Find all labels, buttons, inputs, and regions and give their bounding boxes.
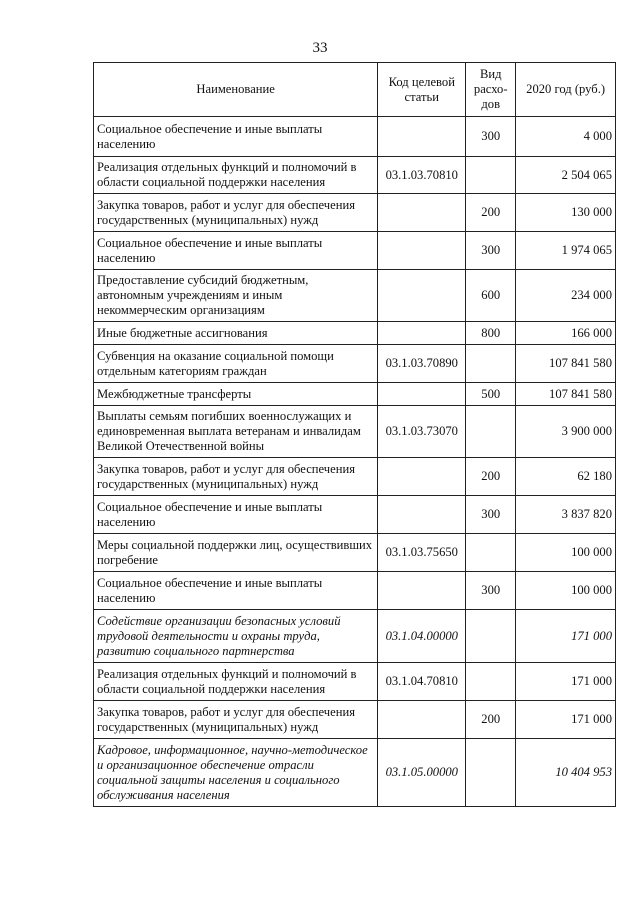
row-sum-cell: 3 837 820 <box>516 496 616 534</box>
row-name-cell: Кадровое, информационное, научно-методическое и организационное обеспечение отрасли социальной защиты населения и социального обслуживания населения <box>94 739 378 807</box>
row-sum-cell: 107 841 580 <box>516 383 616 406</box>
row-type-cell: 300 <box>466 496 516 534</box>
row-sum-cell: 10 404 953 <box>516 739 616 807</box>
row-sum-cell: 4 000 <box>516 117 616 157</box>
row-type-cell: 600 <box>466 270 516 322</box>
row-type-cell: 200 <box>466 701 516 739</box>
row-sum-cell: 1 974 065 <box>516 232 616 270</box>
row-type-cell <box>466 610 516 663</box>
row-type-cell <box>466 157 516 194</box>
table-row <box>94 496 616 534</box>
row-sum-cell: 107 841 580 <box>516 345 616 383</box>
row-sum-cell: 234 000 <box>516 270 616 322</box>
row-sum-cell: 100 000 <box>516 534 616 572</box>
table-row <box>94 572 616 610</box>
row-code-cell <box>378 232 466 270</box>
budget-table <box>93 62 616 807</box>
row-name-cell: Содействие организации безопасных условий трудовой деятельности и охраны труда, развитию социального партнерства <box>94 610 378 663</box>
table-body <box>94 117 616 807</box>
table-row <box>94 117 616 157</box>
row-sum-cell: 130 000 <box>516 194 616 232</box>
table-row <box>94 663 616 701</box>
table-row <box>94 232 616 270</box>
row-type-cell <box>466 406 516 458</box>
table-row <box>94 270 616 322</box>
row-sum-cell: 166 000 <box>516 322 616 345</box>
header-sum: 2020 год (руб.) <box>516 63 616 117</box>
row-code-cell <box>378 194 466 232</box>
row-code-cell: 03.1.03.73070 <box>378 406 466 458</box>
table-row <box>94 345 616 383</box>
row-name-cell: Меры социальной поддержки лиц, осуществивших погребение <box>94 534 378 572</box>
row-name-cell: Реализация отдельных функций и полномочий в области социальной поддержки населения <box>94 663 378 701</box>
row-name-cell: Социальное обеспечение и иные выплаты населению <box>94 232 378 270</box>
row-type-cell: 500 <box>466 383 516 406</box>
row-type-cell: 300 <box>466 117 516 157</box>
row-name-cell: Закупка товаров, работ и услуг для обеспечения государственных (муниципальных) нужд <box>94 194 378 232</box>
table-row <box>94 322 616 345</box>
page-number: 33 <box>312 40 328 56</box>
row-name-cell: Предоставление субсидий бюджетным, автономным учреждениям и иным некоммерческим организациям <box>94 270 378 322</box>
row-code-cell <box>378 458 466 496</box>
row-sum-cell: 3 900 000 <box>516 406 616 458</box>
row-code-cell <box>378 383 466 406</box>
row-name-cell: Иные бюджетные ассигнования <box>94 322 378 345</box>
row-name-cell: Закупка товаров, работ и услуг для обеспечения государственных (муниципальных) нужд <box>94 458 378 496</box>
row-name-cell: Субвенция на оказание социальной помощи отдельным категориям граждан <box>94 345 378 383</box>
row-code-cell <box>378 117 466 157</box>
table-row <box>94 701 616 739</box>
row-name-cell: Социальное обеспечение и иные выплаты населению <box>94 496 378 534</box>
row-code-cell <box>378 572 466 610</box>
row-name-cell: Выплаты семьям погибших военнослужащих и единовременная выплата ветеранам и инвалидам Великой Отечественной войны <box>94 406 378 458</box>
table-header-row <box>94 63 616 117</box>
row-code-cell <box>378 496 466 534</box>
table-row <box>94 610 616 663</box>
row-code-cell <box>378 270 466 322</box>
row-type-cell: 200 <box>466 458 516 496</box>
table-row <box>94 157 616 194</box>
row-name-cell: Межбюджетные трансферты <box>94 383 378 406</box>
row-sum-cell: 171 000 <box>516 701 616 739</box>
table-row <box>94 534 616 572</box>
row-type-cell: 200 <box>466 194 516 232</box>
row-type-cell <box>466 663 516 701</box>
row-sum-cell: 171 000 <box>516 663 616 701</box>
row-name-cell: Закупка товаров, работ и услуг для обеспечения государственных (муниципальных) нужд <box>94 701 378 739</box>
row-code-cell: 03.1.05.00000 <box>378 739 466 807</box>
table-row <box>94 194 616 232</box>
row-code-cell <box>378 701 466 739</box>
row-sum-cell: 171 000 <box>516 610 616 663</box>
table-row <box>94 383 616 406</box>
row-sum-cell: 62 180 <box>516 458 616 496</box>
row-type-cell: 800 <box>466 322 516 345</box>
row-code-cell: 03.1.04.00000 <box>378 610 466 663</box>
row-type-cell <box>466 534 516 572</box>
row-name-cell: Социальное обеспечение и иные выплаты населению <box>94 572 378 610</box>
table-row <box>94 406 616 458</box>
header-name: Наименование <box>94 63 378 117</box>
row-type-cell <box>466 345 516 383</box>
row-code-cell: 03.1.03.70890 <box>378 345 466 383</box>
row-code-cell <box>378 322 466 345</box>
table-row <box>94 739 616 807</box>
row-name-cell: Реализация отдельных функций и полномочий в области социальной поддержки населения <box>94 157 378 194</box>
table-row <box>94 458 616 496</box>
row-type-cell: 300 <box>466 232 516 270</box>
header-code: Код целевой статьи <box>378 63 466 117</box>
row-type-cell <box>466 739 516 807</box>
row-code-cell: 03.1.03.75650 <box>378 534 466 572</box>
row-type-cell: 300 <box>466 572 516 610</box>
row-sum-cell: 100 000 <box>516 572 616 610</box>
row-code-cell: 03.1.03.70810 <box>378 157 466 194</box>
row-code-cell: 03.1.04.70810 <box>378 663 466 701</box>
header-type: Вид расхо-дов <box>466 63 516 117</box>
row-sum-cell: 2 504 065 <box>516 157 616 194</box>
row-name-cell: Социальное обеспечение и иные выплаты населению <box>94 117 378 157</box>
